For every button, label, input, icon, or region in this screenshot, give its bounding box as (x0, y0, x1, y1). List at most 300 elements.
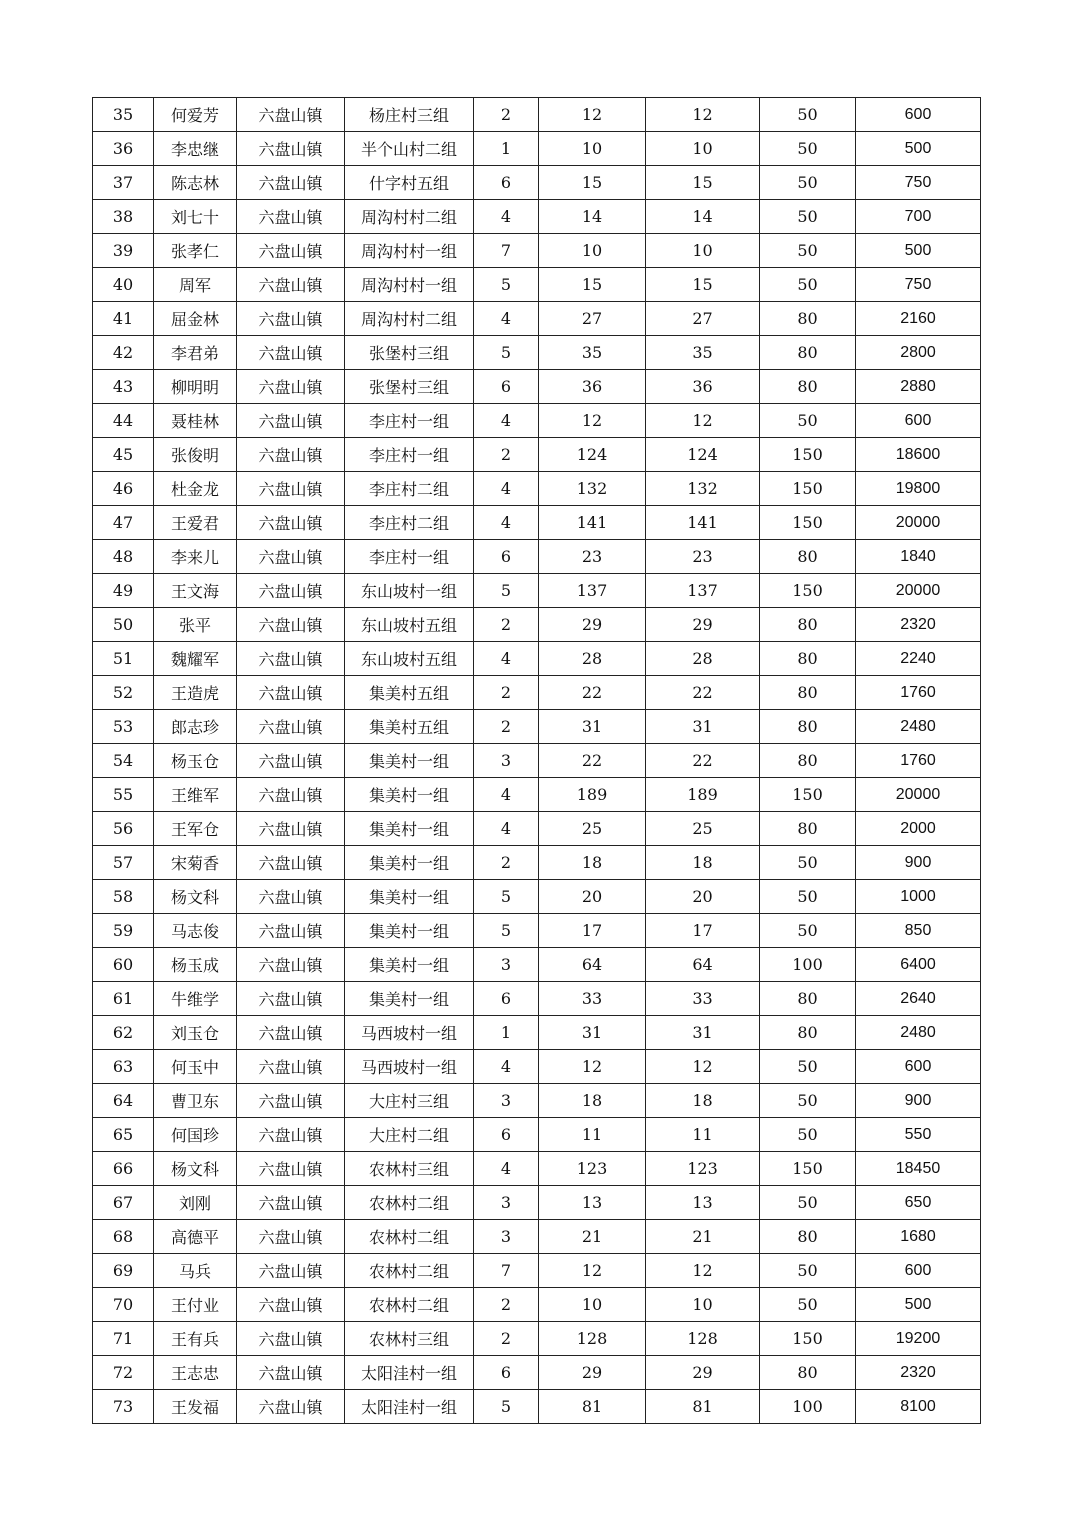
cell-area-a: 64 (539, 948, 646, 982)
cell-name: 王造虎 (154, 676, 237, 710)
cell-area-b: 18 (646, 1084, 760, 1118)
cell-rate: 50 (760, 234, 856, 268)
cell-area-a: 33 (539, 982, 646, 1016)
cell-area-b: 36 (646, 370, 760, 404)
cell-rate: 50 (760, 1050, 856, 1084)
cell-area-a: 18 (539, 1084, 646, 1118)
table-row (93, 1288, 981, 1322)
cell-name: 牛维学 (154, 982, 237, 1016)
cell-rate: 80 (760, 812, 856, 846)
cell-rate: 80 (760, 710, 856, 744)
cell-row-number: 58 (93, 880, 154, 914)
cell-row-number: 37 (93, 166, 154, 200)
cell-household-size: 6 (474, 540, 539, 574)
cell-row-number: 61 (93, 982, 154, 1016)
table-row (93, 880, 981, 914)
cell-row-number: 59 (93, 914, 154, 948)
cell-village-group: 李庄村二组 (345, 472, 474, 506)
cell-rate: 150 (760, 778, 856, 812)
cell-town: 六盘山镇 (237, 1084, 345, 1118)
cell-name: 屈金林 (154, 302, 237, 336)
cell-row-number: 60 (93, 948, 154, 982)
cell-name: 杨玉仓 (154, 744, 237, 778)
cell-area-b: 13 (646, 1186, 760, 1220)
cell-amount: 18600 (856, 438, 981, 472)
cell-area-b: 64 (646, 948, 760, 982)
cell-town: 六盘山镇 (237, 540, 345, 574)
cell-town: 六盘山镇 (237, 472, 345, 506)
cell-rate: 80 (760, 336, 856, 370)
cell-name: 马志俊 (154, 914, 237, 948)
cell-village-group: 大庄村二组 (345, 1118, 474, 1152)
cell-area-b: 189 (646, 778, 760, 812)
cell-area-b: 12 (646, 1254, 760, 1288)
cell-row-number: 73 (93, 1390, 154, 1424)
cell-village-group: 农林村三组 (345, 1152, 474, 1186)
cell-village-group: 农林村二组 (345, 1220, 474, 1254)
table-row (93, 302, 981, 336)
cell-amount: 500 (856, 132, 981, 166)
cell-rate: 150 (760, 1322, 856, 1356)
cell-rate: 80 (760, 744, 856, 778)
cell-rate: 100 (760, 948, 856, 982)
cell-rate: 80 (760, 676, 856, 710)
subsidy-table (92, 97, 981, 1424)
cell-village-group: 集美村一组 (345, 982, 474, 1016)
cell-rate: 50 (760, 914, 856, 948)
cell-amount: 1000 (856, 880, 981, 914)
cell-name: 王发福 (154, 1390, 237, 1424)
cell-amount: 1680 (856, 1220, 981, 1254)
cell-area-b: 22 (646, 676, 760, 710)
table-row (93, 982, 981, 1016)
cell-village-group: 农林村三组 (345, 1322, 474, 1356)
cell-town: 六盘山镇 (237, 1152, 345, 1186)
cell-name: 张孝仁 (154, 234, 237, 268)
cell-area-b: 10 (646, 1288, 760, 1322)
cell-amount: 19200 (856, 1322, 981, 1356)
cell-area-a: 31 (539, 710, 646, 744)
cell-area-a: 36 (539, 370, 646, 404)
cell-area-b: 29 (646, 608, 760, 642)
cell-household-size: 3 (474, 1186, 539, 1220)
cell-rate: 50 (760, 200, 856, 234)
cell-amount: 2240 (856, 642, 981, 676)
cell-row-number: 56 (93, 812, 154, 846)
cell-area-a: 12 (539, 404, 646, 438)
cell-household-size: 4 (474, 506, 539, 540)
cell-household-size: 5 (474, 336, 539, 370)
cell-row-number: 71 (93, 1322, 154, 1356)
cell-town: 六盘山镇 (237, 370, 345, 404)
cell-name: 王维军 (154, 778, 237, 812)
cell-rate: 50 (760, 1118, 856, 1152)
cell-row-number: 38 (93, 200, 154, 234)
cell-town: 六盘山镇 (237, 846, 345, 880)
cell-row-number: 62 (93, 1016, 154, 1050)
cell-area-a: 10 (539, 234, 646, 268)
cell-area-a: 22 (539, 676, 646, 710)
cell-town: 六盘山镇 (237, 710, 345, 744)
cell-town: 六盘山镇 (237, 200, 345, 234)
cell-rate: 80 (760, 540, 856, 574)
table-row (93, 1254, 981, 1288)
cell-amount: 8100 (856, 1390, 981, 1424)
cell-name: 王文海 (154, 574, 237, 608)
cell-town: 六盘山镇 (237, 1016, 345, 1050)
subsidy-table-page (92, 97, 980, 1424)
cell-amount: 900 (856, 846, 981, 880)
table-row (93, 1322, 981, 1356)
cell-name: 魏耀军 (154, 642, 237, 676)
cell-town: 六盘山镇 (237, 1050, 345, 1084)
cell-household-size: 4 (474, 302, 539, 336)
cell-amount: 500 (856, 234, 981, 268)
table-row (93, 608, 981, 642)
cell-amount: 2880 (856, 370, 981, 404)
cell-rate: 50 (760, 404, 856, 438)
cell-village-group: 集美村五组 (345, 710, 474, 744)
cell-amount: 500 (856, 1288, 981, 1322)
cell-row-number: 35 (93, 98, 154, 132)
cell-town: 六盘山镇 (237, 1254, 345, 1288)
cell-area-b: 31 (646, 710, 760, 744)
cell-row-number: 46 (93, 472, 154, 506)
cell-town: 六盘山镇 (237, 268, 345, 302)
cell-household-size: 4 (474, 642, 539, 676)
cell-area-b: 12 (646, 404, 760, 438)
cell-area-b: 132 (646, 472, 760, 506)
cell-amount: 2480 (856, 710, 981, 744)
cell-household-size: 2 (474, 98, 539, 132)
cell-name: 柳明明 (154, 370, 237, 404)
cell-town: 六盘山镇 (237, 914, 345, 948)
cell-household-size: 3 (474, 948, 539, 982)
cell-household-size: 6 (474, 1356, 539, 1390)
cell-town: 六盘山镇 (237, 948, 345, 982)
cell-household-size: 3 (474, 744, 539, 778)
cell-row-number: 53 (93, 710, 154, 744)
cell-household-size: 2 (474, 1322, 539, 1356)
cell-area-b: 22 (646, 744, 760, 778)
cell-name: 李来儿 (154, 540, 237, 574)
table-row (93, 744, 981, 778)
cell-area-b: 31 (646, 1016, 760, 1050)
cell-town: 六盘山镇 (237, 608, 345, 642)
cell-village-group: 集美村一组 (345, 812, 474, 846)
cell-area-b: 137 (646, 574, 760, 608)
table-row (93, 98, 981, 132)
cell-household-size: 5 (474, 914, 539, 948)
cell-household-size: 7 (474, 234, 539, 268)
cell-area-b: 29 (646, 1356, 760, 1390)
cell-town: 六盘山镇 (237, 438, 345, 472)
cell-household-size: 1 (474, 132, 539, 166)
cell-rate: 50 (760, 98, 856, 132)
cell-household-size: 3 (474, 1084, 539, 1118)
cell-village-group: 太阳洼村一组 (345, 1390, 474, 1424)
cell-amount: 19800 (856, 472, 981, 506)
cell-area-b: 123 (646, 1152, 760, 1186)
cell-town: 六盘山镇 (237, 1220, 345, 1254)
cell-area-a: 17 (539, 914, 646, 948)
cell-row-number: 51 (93, 642, 154, 676)
cell-town: 六盘山镇 (237, 1186, 345, 1220)
cell-amount: 900 (856, 1084, 981, 1118)
cell-amount: 2000 (856, 812, 981, 846)
cell-area-b: 141 (646, 506, 760, 540)
table-body (93, 98, 981, 1424)
cell-amount: 2320 (856, 608, 981, 642)
table-row (93, 1050, 981, 1084)
cell-area-a: 14 (539, 200, 646, 234)
table-row (93, 1084, 981, 1118)
cell-row-number: 54 (93, 744, 154, 778)
cell-household-size: 2 (474, 710, 539, 744)
cell-name: 王志忠 (154, 1356, 237, 1390)
table-row (93, 200, 981, 234)
cell-name: 刘玉仓 (154, 1016, 237, 1050)
cell-name: 何国珍 (154, 1118, 237, 1152)
cell-name: 李君弟 (154, 336, 237, 370)
cell-town: 六盘山镇 (237, 336, 345, 370)
cell-village-group: 农林村二组 (345, 1288, 474, 1322)
table-row (93, 1118, 981, 1152)
cell-village-group: 李庄村一组 (345, 540, 474, 574)
cell-name: 刘七十 (154, 200, 237, 234)
cell-village-group: 农林村二组 (345, 1186, 474, 1220)
cell-name: 马兵 (154, 1254, 237, 1288)
table-row (93, 370, 981, 404)
cell-amount: 600 (856, 1050, 981, 1084)
cell-household-size: 2 (474, 846, 539, 880)
cell-amount: 2480 (856, 1016, 981, 1050)
cell-amount: 1760 (856, 676, 981, 710)
cell-area-b: 33 (646, 982, 760, 1016)
cell-household-size: 4 (474, 812, 539, 846)
cell-area-a: 29 (539, 1356, 646, 1390)
cell-household-size: 2 (474, 438, 539, 472)
cell-area-b: 23 (646, 540, 760, 574)
table-row (93, 1186, 981, 1220)
table-row (93, 336, 981, 370)
cell-rate: 80 (760, 1016, 856, 1050)
cell-area-b: 15 (646, 268, 760, 302)
cell-area-b: 12 (646, 98, 760, 132)
cell-rate: 150 (760, 574, 856, 608)
table-row (93, 1356, 981, 1390)
cell-village-group: 什字村五组 (345, 166, 474, 200)
table-row (93, 778, 981, 812)
cell-household-size: 4 (474, 404, 539, 438)
cell-rate: 50 (760, 166, 856, 200)
cell-area-a: 81 (539, 1390, 646, 1424)
cell-household-size: 5 (474, 1390, 539, 1424)
cell-row-number: 44 (93, 404, 154, 438)
cell-village-group: 李庄村一组 (345, 438, 474, 472)
cell-row-number: 49 (93, 574, 154, 608)
cell-village-group: 张堡村三组 (345, 336, 474, 370)
table-row (93, 472, 981, 506)
cell-area-b: 128 (646, 1322, 760, 1356)
cell-name: 杨玉成 (154, 948, 237, 982)
cell-area-b: 81 (646, 1390, 760, 1424)
cell-household-size: 7 (474, 1254, 539, 1288)
cell-amount: 850 (856, 914, 981, 948)
cell-village-group: 集美村一组 (345, 914, 474, 948)
table-row (93, 1390, 981, 1424)
cell-name: 周军 (154, 268, 237, 302)
cell-household-size: 4 (474, 1152, 539, 1186)
cell-area-b: 18 (646, 846, 760, 880)
cell-village-group: 周沟村村二组 (345, 200, 474, 234)
cell-town: 六盘山镇 (237, 404, 345, 438)
cell-town: 六盘山镇 (237, 1322, 345, 1356)
cell-amount: 20000 (856, 506, 981, 540)
cell-name: 陈志林 (154, 166, 237, 200)
table-row (93, 1016, 981, 1050)
cell-row-number: 41 (93, 302, 154, 336)
cell-area-a: 23 (539, 540, 646, 574)
cell-name: 张俊明 (154, 438, 237, 472)
cell-village-group: 集美村五组 (345, 676, 474, 710)
cell-village-group: 大庄村三组 (345, 1084, 474, 1118)
table-row (93, 268, 981, 302)
cell-village-group: 东山坡村一组 (345, 574, 474, 608)
cell-town: 六盘山镇 (237, 880, 345, 914)
cell-household-size: 3 (474, 1220, 539, 1254)
cell-household-size: 2 (474, 1288, 539, 1322)
cell-rate: 50 (760, 880, 856, 914)
cell-household-size: 5 (474, 574, 539, 608)
cell-village-group: 杨庄村三组 (345, 98, 474, 132)
cell-household-size: 1 (474, 1016, 539, 1050)
cell-area-a: 27 (539, 302, 646, 336)
cell-amount: 1760 (856, 744, 981, 778)
cell-amount: 600 (856, 1254, 981, 1288)
cell-rate: 50 (760, 132, 856, 166)
cell-area-a: 20 (539, 880, 646, 914)
cell-household-size: 4 (474, 200, 539, 234)
cell-row-number: 66 (93, 1152, 154, 1186)
table-row (93, 710, 981, 744)
table-row (93, 1220, 981, 1254)
cell-household-size: 6 (474, 982, 539, 1016)
cell-town: 六盘山镇 (237, 812, 345, 846)
cell-row-number: 40 (93, 268, 154, 302)
cell-town: 六盘山镇 (237, 1288, 345, 1322)
cell-rate: 150 (760, 472, 856, 506)
cell-area-a: 128 (539, 1322, 646, 1356)
cell-name: 曹卫东 (154, 1084, 237, 1118)
cell-area-b: 20 (646, 880, 760, 914)
cell-village-group: 周沟村村一组 (345, 268, 474, 302)
cell-amount: 2160 (856, 302, 981, 336)
cell-area-a: 141 (539, 506, 646, 540)
cell-area-a: 28 (539, 642, 646, 676)
cell-area-a: 29 (539, 608, 646, 642)
cell-name: 王军仓 (154, 812, 237, 846)
cell-village-group: 农林村二组 (345, 1254, 474, 1288)
cell-area-b: 15 (646, 166, 760, 200)
table-row (93, 506, 981, 540)
cell-name: 何玉中 (154, 1050, 237, 1084)
cell-name: 宋菊香 (154, 846, 237, 880)
cell-area-a: 12 (539, 1050, 646, 1084)
cell-name: 张平 (154, 608, 237, 642)
cell-household-size: 6 (474, 370, 539, 404)
cell-area-b: 12 (646, 1050, 760, 1084)
cell-row-number: 57 (93, 846, 154, 880)
table-row (93, 404, 981, 438)
cell-amount: 750 (856, 166, 981, 200)
table-row (93, 540, 981, 574)
table-row (93, 166, 981, 200)
cell-village-group: 集美村一组 (345, 880, 474, 914)
cell-rate: 150 (760, 438, 856, 472)
table-row (93, 812, 981, 846)
cell-area-a: 137 (539, 574, 646, 608)
table-row (93, 132, 981, 166)
cell-household-size: 4 (474, 472, 539, 506)
cell-amount: 600 (856, 404, 981, 438)
table-row (93, 676, 981, 710)
cell-village-group: 李庄村一组 (345, 404, 474, 438)
cell-household-size: 6 (474, 1118, 539, 1152)
cell-household-size: 2 (474, 676, 539, 710)
cell-town: 六盘山镇 (237, 642, 345, 676)
table-row (93, 438, 981, 472)
cell-row-number: 48 (93, 540, 154, 574)
cell-area-a: 15 (539, 268, 646, 302)
table-row (93, 948, 981, 982)
cell-area-a: 35 (539, 336, 646, 370)
cell-amount: 20000 (856, 574, 981, 608)
cell-area-b: 124 (646, 438, 760, 472)
cell-area-a: 21 (539, 1220, 646, 1254)
table-row (93, 914, 981, 948)
cell-amount: 2800 (856, 336, 981, 370)
cell-rate: 80 (760, 982, 856, 1016)
cell-town: 六盘山镇 (237, 1390, 345, 1424)
cell-row-number: 42 (93, 336, 154, 370)
cell-town: 六盘山镇 (237, 676, 345, 710)
cell-rate: 50 (760, 1254, 856, 1288)
cell-rate: 150 (760, 1152, 856, 1186)
cell-amount: 1840 (856, 540, 981, 574)
cell-row-number: 67 (93, 1186, 154, 1220)
cell-area-b: 35 (646, 336, 760, 370)
cell-village-group: 集美村一组 (345, 948, 474, 982)
cell-row-number: 65 (93, 1118, 154, 1152)
cell-amount: 600 (856, 98, 981, 132)
cell-area-a: 123 (539, 1152, 646, 1186)
cell-row-number: 45 (93, 438, 154, 472)
cell-area-a: 13 (539, 1186, 646, 1220)
cell-town: 六盘山镇 (237, 574, 345, 608)
cell-town: 六盘山镇 (237, 982, 345, 1016)
cell-amount: 650 (856, 1186, 981, 1220)
cell-name: 高德平 (154, 1220, 237, 1254)
cell-area-b: 21 (646, 1220, 760, 1254)
cell-rate: 150 (760, 506, 856, 540)
cell-name: 杨文科 (154, 880, 237, 914)
cell-rate: 50 (760, 1186, 856, 1220)
cell-area-a: 31 (539, 1016, 646, 1050)
cell-area-b: 28 (646, 642, 760, 676)
cell-name: 王付业 (154, 1288, 237, 1322)
cell-household-size: 4 (474, 778, 539, 812)
